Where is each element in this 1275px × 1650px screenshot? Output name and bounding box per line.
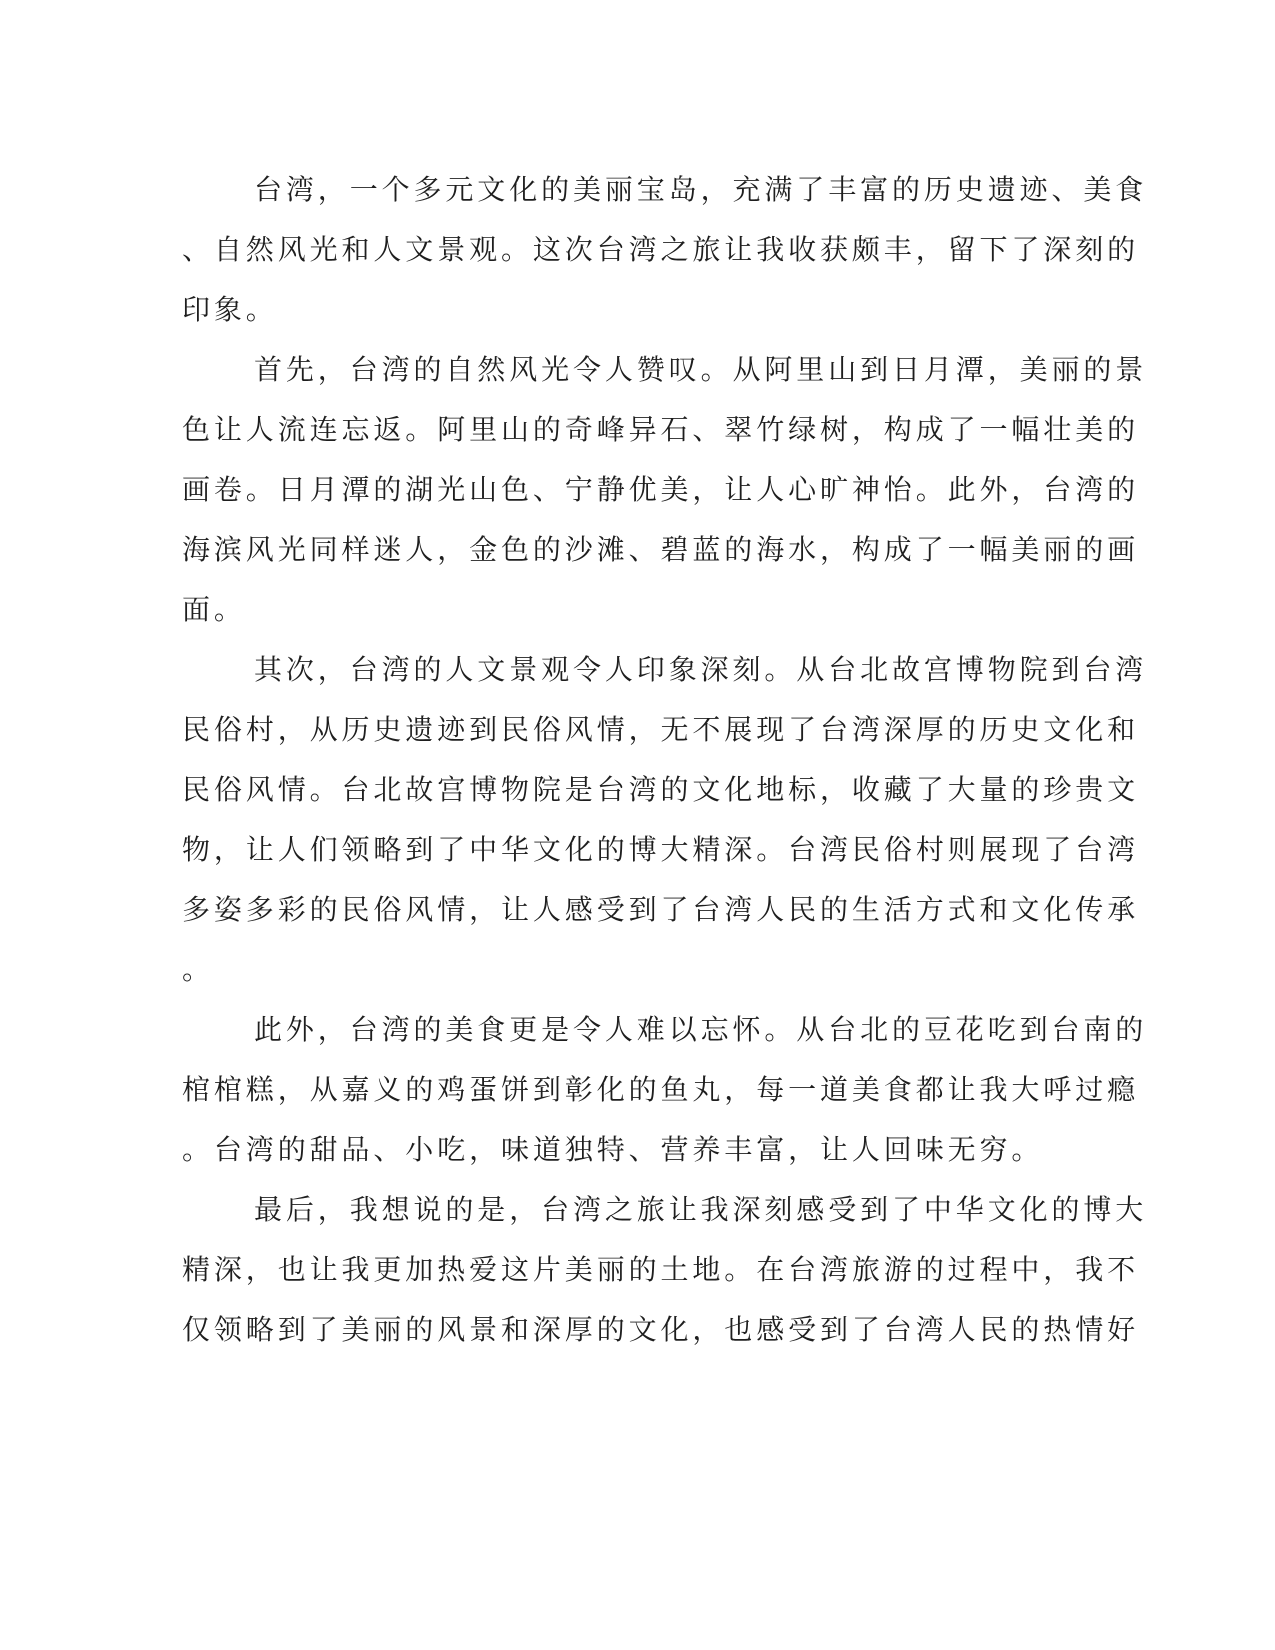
text-line: 最后，我想说的是，台湾之旅让我深刻感受到了中华文化的博大 [254,1193,1148,1226]
text-line: 民俗风情。台北故宫博物院是台湾的文化地标，收藏了大量的珍贵文 [182,773,1140,806]
text-line: 物，让人们领略到了中华文化的博大精深。台湾民俗村则展现了台湾 [182,833,1140,866]
text-line: 。 [182,953,214,986]
text-line: 画卷。日月潭的湖光山色、宁静优美，让人心旷神怡。此外，台湾的 [182,473,1140,506]
text-line: 印象。 [182,293,278,326]
text-line: 、自然风光和人文景观。这次台湾之旅让我收获颇丰，留下了深刻的 [182,233,1140,266]
text-line: 首先，台湾的自然风光令人赞叹。从阿里山到日月潭，美丽的景 [254,353,1148,386]
text-line: 多姿多彩的民俗风情，让人感受到了台湾人民的生活方式和文化传承 [182,893,1140,926]
text-line: 。台湾的甜品、小吃，味道独特、营养丰富，让人回味无穷。 [182,1133,1044,1166]
body-text [182,160,1148,1360]
text-line: 台湾，一个多元文化的美丽宝岛，充满了丰富的历史遗迹、美食 [254,173,1148,206]
text-line: 精深，也让我更加热爱这片美丽的土地。在台湾旅游的过程中，我不 [182,1253,1140,1286]
text-line: 色让人流连忘返。阿里山的奇峰异石、翠竹绿树，构成了一幅壮美的 [182,413,1140,446]
text-line: 其次，台湾的人文景观令人印象深刻。从台北故宫博物院到台湾 [254,653,1148,686]
text-line: 民俗村，从历史遗迹到民俗风情，无不展现了台湾深厚的历史文化和 [182,713,1140,746]
text-line: 仅领略到了美丽的风景和深厚的文化，也感受到了台湾人民的热情好 [182,1313,1140,1346]
text-line: 海滨风光同样迷人，金色的沙滩、碧蓝的海水，构成了一幅美丽的画 [182,533,1140,566]
text-line: 此外，台湾的美食更是令人难以忘怀。从台北的豆花吃到台南的 [254,1013,1148,1046]
text-line: 面。 [182,593,246,626]
text-line: 棺棺糕，从嘉义的鸡蛋饼到彰化的鱼丸，每一道美食都让我大呼过瘾 [182,1073,1140,1106]
